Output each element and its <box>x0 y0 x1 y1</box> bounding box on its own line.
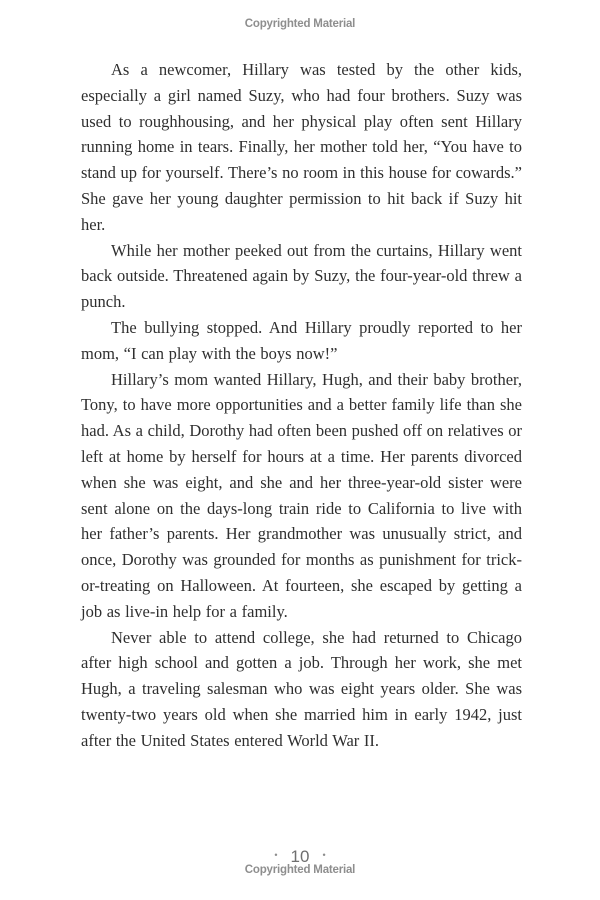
paragraph: Hillary’s mom wanted Hillary, Hugh, and their baby brother, Tony, to have more opportunities and a better family life than she had. As a child, Dorothy had often been pushed off on relatives or left at home by herself for hours at a time. Her parents divorced when she was eight, and she and her three-year-old sister were sent alone on the days-long train ride to California to live with her father’s parents. Her grandmother was unusually strict, and once, Dorothy was grounded for months as punishment for trick-or-treating on Halloween. At fourteen, she escaped by getting a job as live-in help for a family. <box>81 369 523 621</box>
paragraph: Never able to attend college, she had returned to Chicago after high school and gotten a job. Through her work, she met Hugh, a traveling salesman who was eight years older. She was twenty-two years old when she married him in early 1942, just after the United States entered World War II. <box>81 627 522 750</box>
copyright-notice-top: Copyrighted Material <box>244 18 356 30</box>
copyright-notice-bottom: Copyrighted Material <box>244 864 356 876</box>
paragraph: The bullying stopped. And Hillary proudly reported to her mom, “I can play with the boys now!” <box>81 317 522 363</box>
folio-left-dot: • <box>274 849 278 860</box>
page-number: 10 <box>290 846 310 866</box>
page-text <box>81 57 522 754</box>
folio-right-dot: • <box>322 849 326 860</box>
paragraph: While her mother peeked out from the curtains, Hillary went back outside. Threatened again by Suzy, the four-year-old threw a punch. <box>81 240 522 312</box>
paragraph: As a newcomer, Hillary was tested by the other kids, especially a girl named Suzy, who had four brothers. Suzy was used to roughhousing, and her physical play often sent Hillary running home in tears. Finally, her mother told her, “You have to stand up for yourself. There’s no room in this house for cowards.” She gave her young daughter permission to hit back if Suzy hit her. <box>81 60 522 234</box>
